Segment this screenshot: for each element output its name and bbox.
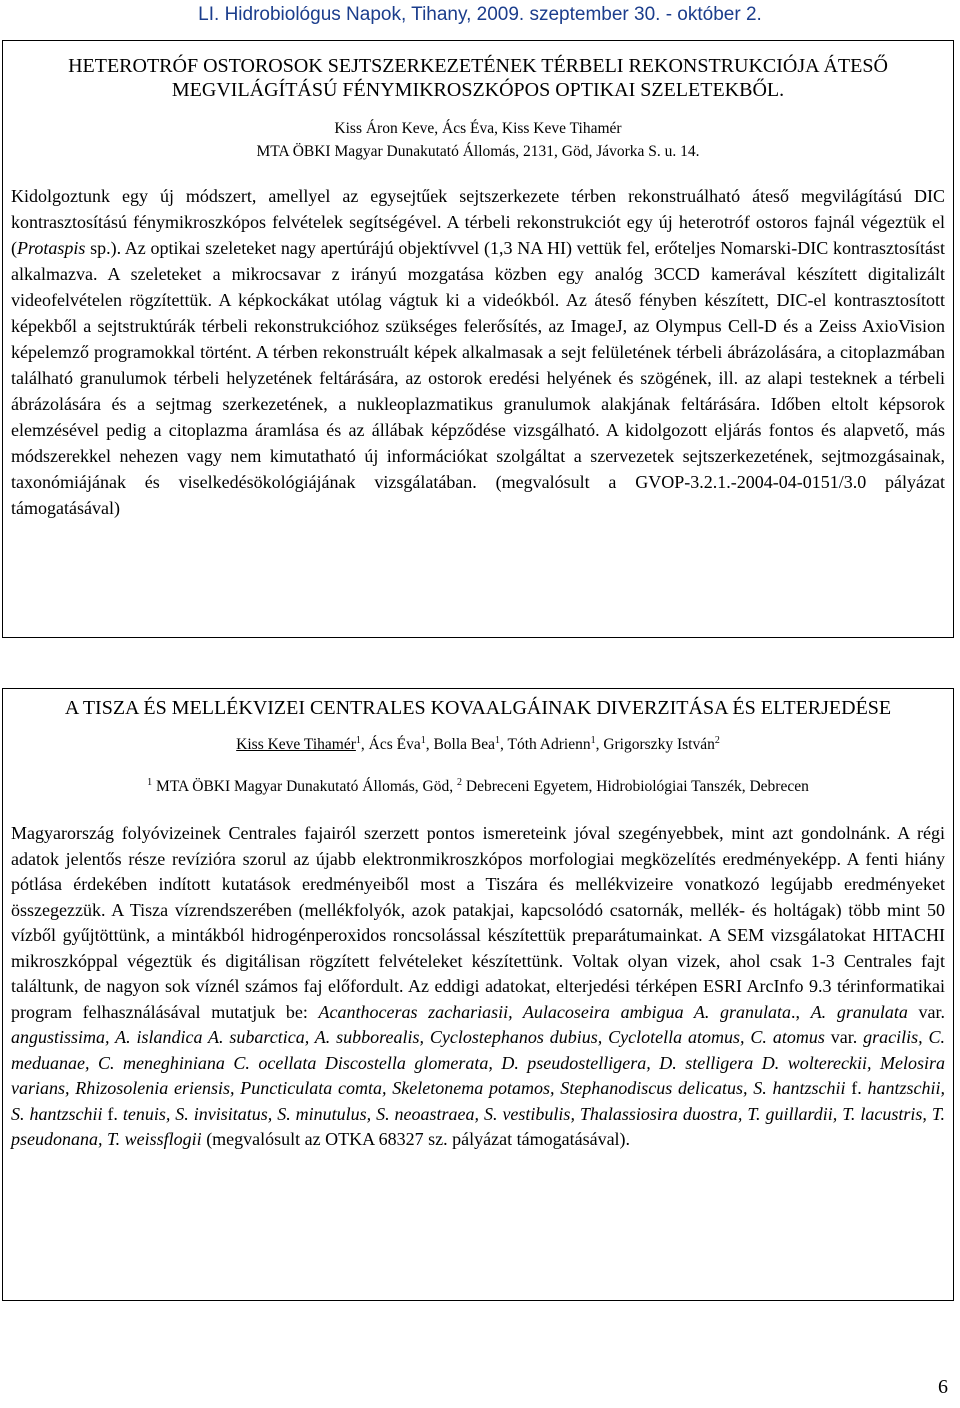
- author: , Tóth Adrienn: [500, 736, 591, 753]
- abstract-1-body-text: sp.). Az optikai szeleteket nagy apertúrájú objektívvel (1,3 NA HI) vettük fel, erőteljes Nomarski-DIC kontrasztosítást alkalmazva. A szeleteket a mikrocsavar z irányú mozgatása közben egy analóg 3CCD kamerával készített digitalizált videofelvételen rögzítettük. A képkockákat utólag vágtuk ki a videókból. Az áteső fényben készített, DIC-el kontrasztosított képekből a sejtstruktúrák térbeli rekonstrukcióhoz szükséges felerősítés, az ImageJ, az Olympus Cell-D és a Zeiss AxioVision képelemző programokkal történt. A térben rekonstruált képek alkalmasak a sejt felületének térbeli ábrázolására, a citoplazmában található granulumok térbeli helyzetének feltárására, az ostorok eredési helyének és szögének, ill. az alapi testeknek a térbeli ábrázolására és a sejtmag szerkezetének, a nukleoplazmatikus granulumok alakjának feltárására. Időben eltolt képsorok elemzésével pedig a citoplazma áramlása és az állábak képződése vizsgálható. A kidolgozott eljárás fontos és alapvető, más módszerekkel nehezen vagy nem kimutatható új információkat szolgáltat a szervezetek sejtszerkezetének, sejtmozgásainak, taxonómiájának és viselkedésökológiájának vizsgálatában. (megvalósult a GVOP-3.2.1.-2004-04-0151/3.0 pályázat támogatásával): [11, 238, 945, 518]
- species-name: Protaspis: [17, 238, 86, 258]
- abstract-1-author-block: [11, 117, 945, 163]
- presenting-author: Kiss Keve Tihamér: [236, 736, 356, 753]
- abstract-1-title-line-1: HETEROTRÓF OSTOROSOK SEJTSZERKEZETÉNEK TÉRBELI REKONSTRUKCIÓJA ÁTESŐ: [68, 55, 888, 77]
- affiliation: Debreceni Egyetem, Hidrobiológiai Tanszék, Debrecen: [462, 778, 809, 795]
- affiliation-marker: 1: [355, 734, 361, 746]
- body-text: var.: [824, 1027, 864, 1047]
- abstract-1-title: [11, 54, 945, 102]
- body-text: f.: [845, 1078, 868, 1098]
- affiliation-marker: 1: [420, 734, 426, 746]
- species-list: hantzschii, S. hantzschii: [11, 1078, 945, 1124]
- abstract-1-body-text: Kidolgoztunk egy új módszert, amellyel az egysejtűek sejtszerkezete térben rekonstruálható áteső megvilágítású DIC kontrasztosítású fénymikroszkópos felvételek segítségével. A térbeli rekonstrukciót egy új heterotróf ostoros fajnál végeztük el (: [11, 186, 945, 258]
- abstract-1-affiliation: MTA ÖBKI Magyar Dunakutató Állomás, 2131, Göd, Jávorka S. u. 14.: [256, 143, 700, 160]
- page-header: LI. Hidrobiológus Napok, Tihany, 2009. szeptember 30. - október 2.: [198, 4, 762, 25]
- author: , Bolla Bea: [425, 736, 496, 753]
- species-list: tenuis, S. invisitatus, S. minutulus, S. neoastraea, S. vestibulis, Thalassiosira duostra, T. guillardii, T. lacustris, T. pseudonana, T. weissflogii: [11, 1103, 945, 1149]
- affiliation-marker: 1: [147, 776, 153, 788]
- abstract-box-1: [2, 40, 954, 638]
- species-list: Acanthoceras zachariasii, Aulacoseira ambigua A. granulata: [318, 1001, 792, 1022]
- author: , Ács Éva: [360, 736, 421, 753]
- abstract-2-affiliations: [11, 777, 945, 797]
- abstract-1-body: [11, 183, 945, 521]
- abstract-box-2: [2, 688, 954, 1301]
- author: , Grigorszky István: [595, 736, 715, 753]
- page-number: 6: [938, 1376, 948, 1398]
- body-text: .,: [791, 1001, 811, 1022]
- affiliation-marker: 2: [457, 776, 463, 788]
- species-list: gracilis, C. meduanae, C. meneghiniana C. ocellata Discostella glomerata, D. pseudostelligera, D. stelligera D. woltereckii, Melosira varians, Rhizosolenia eriensis, Puncticulata comta, Skeletonema potamos, Stephanodiscus delicatus, S. hantzschii: [11, 1027, 945, 1098]
- affiliation-marker: 1: [590, 734, 596, 746]
- abstract-2-authors: [11, 735, 945, 755]
- abstract-1-title-line-2: MEGVILÁGÍTÁSÚ FÉNYMIKROSZKÓPOS OPTIKAI SZELETEKBŐL.: [171, 79, 785, 101]
- body-text: var.: [907, 1001, 945, 1022]
- affiliation: MTA ÖBKI Magyar Dunakutató Állomás, Göd,: [152, 778, 458, 795]
- affiliation-marker: 2: [714, 734, 720, 746]
- species-list: A. granulata: [810, 1001, 908, 1022]
- affiliation-marker: 1: [495, 734, 501, 746]
- abstract-2-title: A TISZA ÉS MELLÉKVIZEI CENTRALES KOVAALGÁINAK DIVERZITÁSA ÉS ELTERJEDÉSE: [64, 697, 892, 719]
- body-text: f.: [102, 1103, 123, 1124]
- body-text: (megvalósult az OTKA 68327 sz. pályázat támogatásával).: [201, 1129, 631, 1149]
- abstract-1-authors: Kiss Áron Keve, Ács Éva, Kiss Keve Tihamér: [334, 120, 622, 137]
- abstract-2-body: [11, 821, 945, 1153]
- species-list: angustissima, A. islandica A. subarctica, A. subborealis, Cyclostephanos dubius, Cyclotella atomus, C. atomus: [11, 1027, 825, 1047]
- body-text: Magyarország folyóvizeinek Centrales fajairól szerzett pontos ismereteink jóval szegényebbek, mint azt gondolnánk. A régi adatok jelentős része revízióra szorul az újabb elektronmikroszkópos morfologiai megközelítés eredményeképp. A fenti hiány pótlása érdekében indított kutatások eredményeiből most a Tiszára és mellékvizeire vonatkozó legújabb eredményeket összegezzük. A Tisza vízrendszerében (mellékfolyók, azok patakjai, kapcsolódó csatornák, mellék- és holtágak) több mint 50 vízből gyűjtöttünk, a mintákból hidrogénperoxidos roncsolással készítettük preparátumainkat. A SEM vizsgálatokat HITACHI mikroszkóppal végeztük és digitálisan rögzített felvételeket készítettünk. Voltak olyan vizek, ahol csak 1-3 Centrales fajt találtunk, de nagyon sok víznél számos faj előfordult. Az eddigi adatokat, elterjedési térképen ESRI ArcInfo 9.3 térinformatikai program felhasználásával mutatjuk be:: [11, 823, 945, 1022]
